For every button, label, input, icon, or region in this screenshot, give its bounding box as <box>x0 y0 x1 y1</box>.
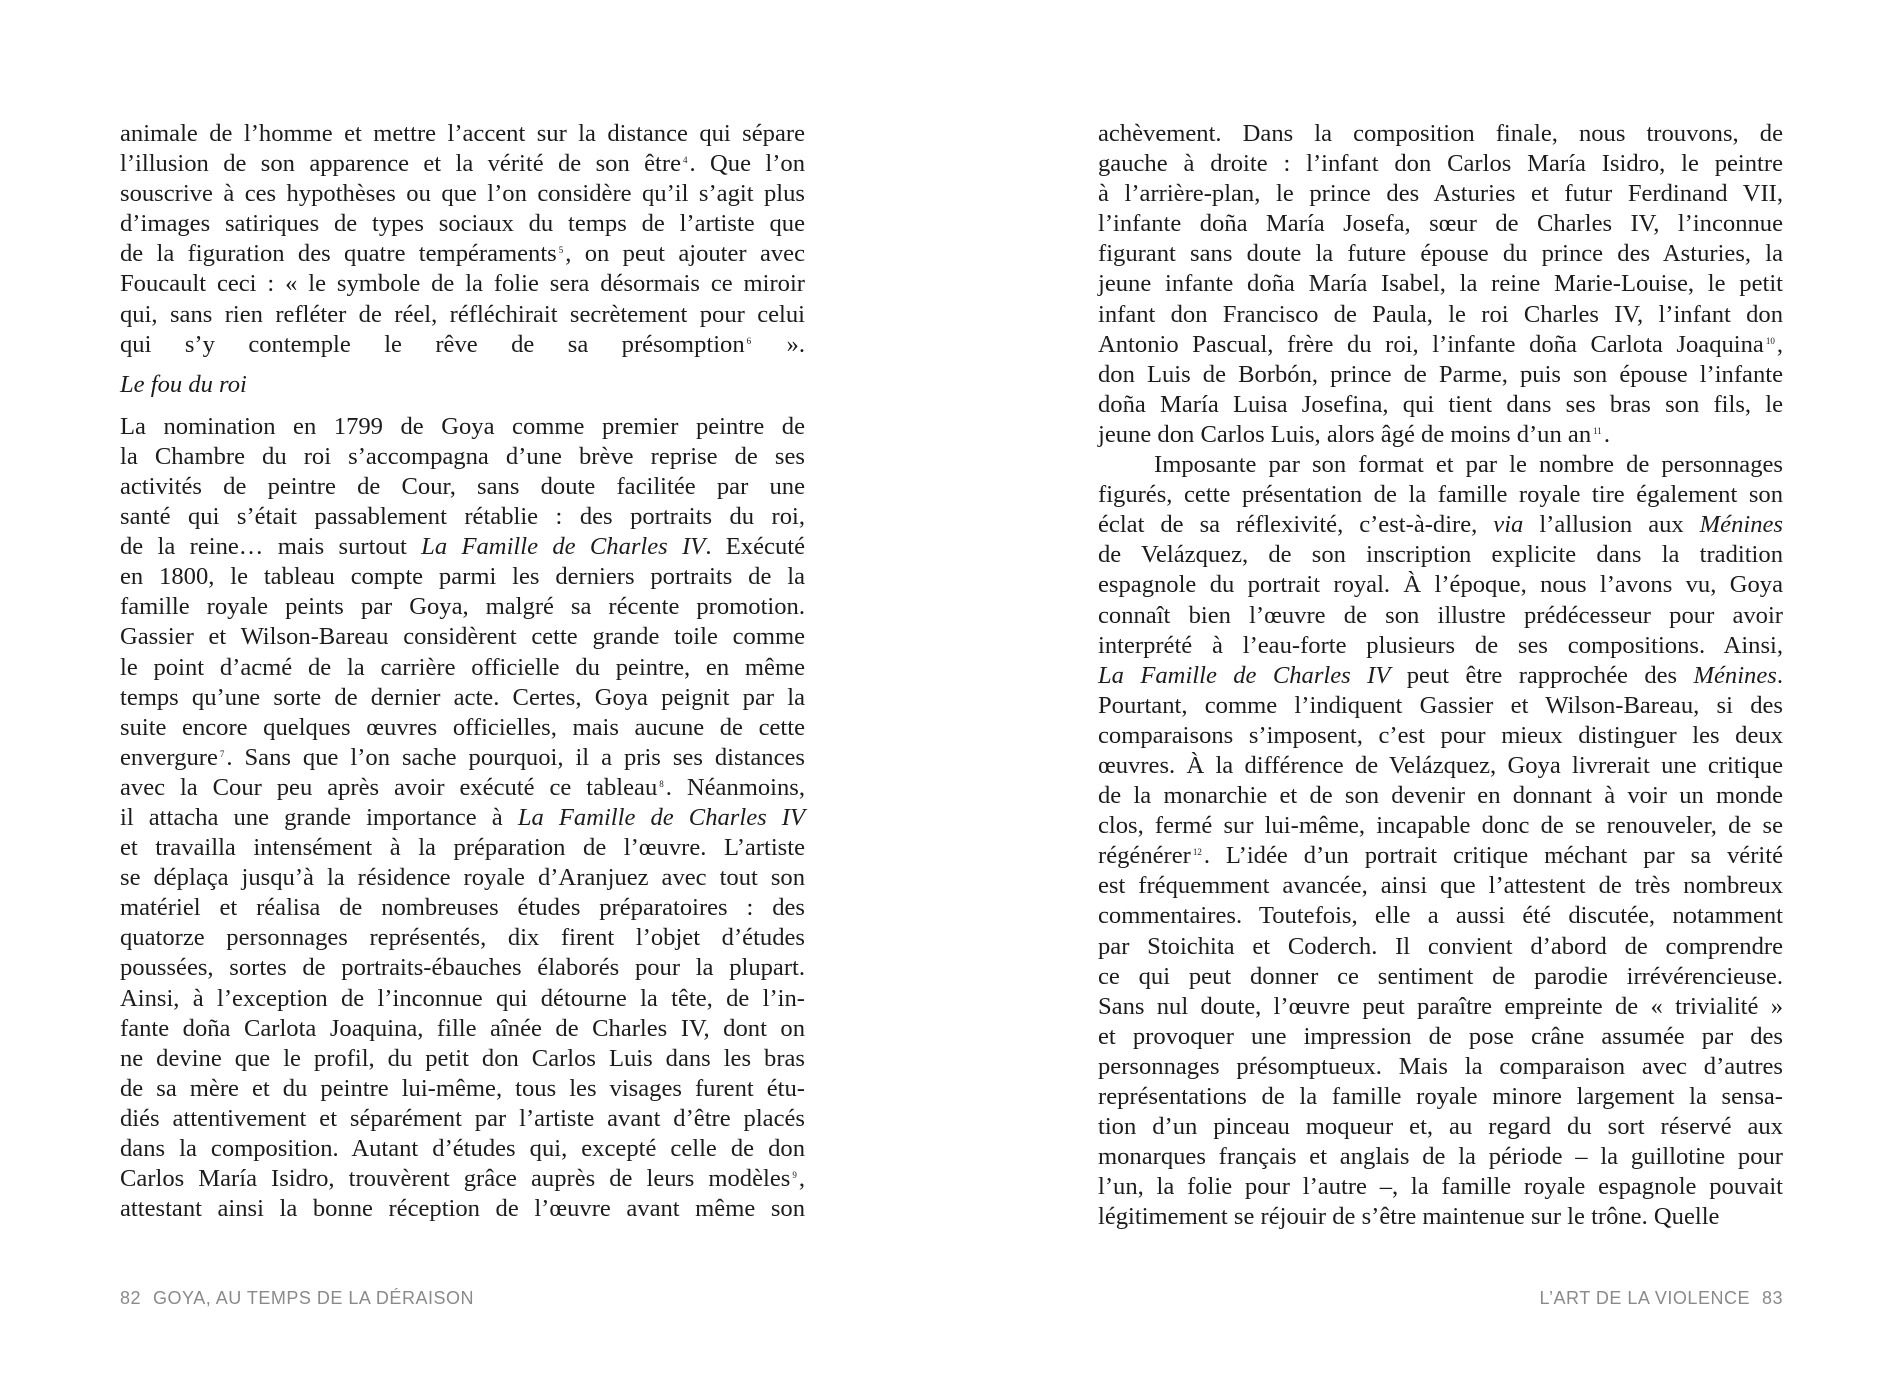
text-line <box>1098 1202 1783 1232</box>
text-run: Antonio Pascual, frère du roi, l’infante doña Carlota Joaquina <box>1098 330 1764 358</box>
left-page <box>120 119 805 1224</box>
footnote-ref: 5 <box>558 245 564 256</box>
text-run: l’allusion aux <box>1523 511 1700 539</box>
text-line <box>1098 1142 1783 1172</box>
text-line <box>120 119 805 149</box>
text-run: d’images satiriques de types sociaux du temps de l’artiste que <box>120 210 805 238</box>
text-run: . Que l’on <box>689 150 805 178</box>
text-run: la Chambre du roi s’accompagna d’une brève reprise de ses <box>120 442 805 470</box>
text-run: . L’idée d’un portrait critique méchant par sa vérité <box>1203 842 1783 870</box>
text-run: . <box>1776 661 1783 689</box>
italic-title: La Famille de Charles IV <box>1098 661 1391 689</box>
footnote-ref: 11 <box>1593 425 1602 436</box>
text-run: Carlos María Isidro, trouvèrent grâce auprès de leurs modèles <box>120 1165 791 1193</box>
text-line <box>1098 751 1783 781</box>
text-run: jeune don Carlos Luis, alors âgé de moins d’un an <box>1098 420 1592 448</box>
text-run: de sa mère et du peintre lui-même, tous les visages furent étu- <box>120 1074 805 1102</box>
text-run: famille royale peints par Goya, malgré sa récente promotion. <box>120 593 805 621</box>
text-line <box>120 149 805 179</box>
footnote-ref: 6 <box>746 335 752 346</box>
text-run: figurant sans doute la future épouse du prince des Asturies, la <box>1098 240 1783 268</box>
text-run: dans la composition. Autant d’études qui, excepté celle de don <box>120 1135 805 1162</box>
text-run: jeune infante doña María Isabel, la reine Marie-Louise, le petit <box>1098 270 1783 298</box>
text-run: clos, fermé sur lui-même, incapable donc de se renouveler, de se <box>1098 812 1783 840</box>
text-line <box>1098 1172 1783 1202</box>
text-run: interprété à l’eau-forte plusieurs de ses compositions. Ainsi, <box>1098 631 1783 659</box>
text-line <box>120 984 805 1014</box>
text-run: espagnole du portrait royal. À l’époque, nous l’avons vu, Goya <box>1098 571 1783 599</box>
text-run: don Luis de Borbón, prince de Parme, puis son épouse l’infante <box>1098 360 1783 388</box>
text-run: légitimement se réjouir de s’être maintenue sur le trône. Quelle <box>1098 1203 1720 1231</box>
text-run: . <box>1603 420 1610 448</box>
text-line <box>120 1074 805 1104</box>
text-line <box>120 532 805 562</box>
text-run: régénérer <box>1098 842 1191 870</box>
text-run: ce qui peut donner ce sentiment de parodie irrévérencieuse. <box>1098 962 1783 990</box>
text-line <box>120 833 805 863</box>
text-line <box>1098 1052 1783 1082</box>
text-line <box>1098 450 1783 480</box>
text-run: infant don Francisco de Paula, le roi Charles IV, l’infant don <box>1098 300 1783 328</box>
text-line <box>120 592 805 622</box>
text-line <box>120 683 805 713</box>
text-run: le point d’acmé de la carrière officielle du peintre, en même <box>120 653 805 681</box>
text-line <box>1098 420 1783 450</box>
text-line <box>120 472 805 502</box>
text-line <box>120 893 805 923</box>
text-run: l’un, la folie pour l’autre –, la famille royale espagnole pouvait <box>1098 1173 1783 1201</box>
text-run: peut être rapprochée des <box>1390 661 1694 689</box>
text-run: . Néanmoins, <box>665 773 806 801</box>
text-run: de la monarchie et de son devenir en donnant à voir un monde <box>1098 782 1783 810</box>
footnote-ref: 4 <box>683 155 688 166</box>
text-run: matériel et réalisa de nombreuses études préparatoires : des <box>120 894 805 922</box>
text-line <box>120 743 805 773</box>
text-line <box>1098 901 1783 931</box>
text-run: qui, sans rien refléter de réel, réfléchirait secrètement pour celui <box>120 300 805 328</box>
text-run: commentaires. Toutefois, elle a aussi été discutée, notamment <box>1098 902 1783 930</box>
text-line <box>120 1044 805 1074</box>
text-run: Gassier et Wilson-Bareau considèrent cette grande toile comme <box>120 623 805 651</box>
paragraph <box>120 412 805 1225</box>
text-line <box>1098 992 1783 1022</box>
text-run: , <box>798 1165 805 1193</box>
footnote-ref: 12 <box>1192 847 1202 858</box>
text-line <box>120 1104 805 1134</box>
text-run: de la reine… mais surtout <box>120 533 422 561</box>
text-run: diés attentivement et séparément par l’artiste avant d’être placés <box>120 1104 805 1132</box>
text-line <box>1098 510 1783 540</box>
text-run: . Sans que l’on sache pourquoi, il a pris ses distances <box>226 743 805 771</box>
text-run: doña María Luisa Josefina, qui tient dans ses bras son fils, le <box>1098 390 1783 418</box>
text-run: connaît bien l’œuvre de son illustre prédécesseur pour avoir <box>1098 601 1783 629</box>
text-run: La nomination en 1799 de Goya comme premier peintre de <box>120 412 805 440</box>
text-line <box>1098 540 1783 570</box>
italic-title: La Famille de Charles IV <box>517 803 805 831</box>
text-line <box>1098 269 1783 299</box>
text-run: à l’arrière-plan, le prince des Asturies et futur Ferdinand VII, <box>1098 180 1783 208</box>
section-heading: Le fou du roi <box>120 370 247 398</box>
text-run: avec la Cour peu après avoir exécuté ce tableau <box>120 773 658 801</box>
text-run: figurés, cette présentation de la famille royale tire également son <box>1098 481 1783 509</box>
footer-right <box>1540 1288 1783 1309</box>
text-line <box>120 269 805 299</box>
text-run: gauche à droite : l’infant don Carlos María Isidro, le peintre <box>1098 150 1783 178</box>
text-run: , <box>1776 330 1783 358</box>
text-line <box>1098 300 1783 330</box>
text-run: envergure <box>120 743 218 771</box>
text-line <box>120 239 805 269</box>
footnote-ref: 7 <box>219 748 225 759</box>
footnote-ref: 10 <box>1765 335 1775 346</box>
text-run: tion d’un pinceau moqueur et, au regard du sort réservé aux <box>1098 1113 1783 1141</box>
footnote-ref: 9 <box>792 1170 797 1181</box>
text-line <box>120 1164 805 1194</box>
text-line <box>1098 1082 1783 1112</box>
text-run: est fréquemment avancée, ainsi que l’attestent de très nombreux <box>1098 872 1783 900</box>
text-run: Sans nul doute, l’œuvre peut paraître empreinte de « trivialité » <box>1098 992 1783 1020</box>
italic-title: via <box>1493 511 1524 539</box>
text-line <box>1098 179 1783 209</box>
text-run: poussées, sortes de portraits-ébauches élaborés pour la plupart. <box>120 954 805 982</box>
text-run: de Velázquez, de son inscription explicite dans la tradition <box>1098 541 1783 569</box>
text-run: activités de peintre de Cour, sans doute facilitée par une <box>120 472 805 500</box>
text-run: et provoquer une impression de pose crâne assumée par des <box>1098 1022 1783 1050</box>
running-head: GOYA, AU TEMPS DE LA DÉRAISON <box>153 1288 474 1308</box>
page-number: 82 <box>120 1288 142 1308</box>
text-line <box>1098 631 1783 661</box>
text-line <box>120 1194 805 1224</box>
text-run: personnages présomptueux. Mais la comparaison avec d’autres <box>1098 1052 1783 1080</box>
text-run: il attacha une grande importance à <box>120 803 518 831</box>
text-run: santé qui s’était passablement rétablie : des portraits du roi, <box>120 503 805 531</box>
text-line <box>120 442 805 472</box>
text-run: Imposante par son format et par le nombre de personnages <box>1154 451 1783 479</box>
italic-title: Ménines <box>1693 661 1777 689</box>
text-line <box>1098 1112 1783 1142</box>
text-run: représentations de la famille royale minore largement la sensa- <box>1098 1083 1783 1110</box>
text-run: , on peut ajouter avec <box>565 240 805 268</box>
text-line <box>1098 962 1783 992</box>
text-line <box>1098 721 1783 751</box>
text-line <box>120 953 805 983</box>
text-line <box>1098 691 1783 721</box>
text-run: œuvres. À la différence de Velázquez, Goya livrerait une critique <box>1098 751 1783 779</box>
text-line <box>120 300 805 330</box>
text-line <box>1098 360 1783 390</box>
text-line <box>120 1134 805 1164</box>
text-line <box>1098 811 1783 841</box>
paragraph <box>120 119 805 360</box>
text-run: quatorze personnages représentés, dix firent l’objet d’études <box>120 924 805 952</box>
text-line <box>1098 119 1783 149</box>
text-line <box>120 330 805 360</box>
paragraph <box>1098 450 1783 1232</box>
text-run: animale de l’homme et mettre l’accent sur la distance qui sépare <box>120 120 805 147</box>
text-run: fante doña Carlota Joaquina, fille aînée de Charles IV, dont on <box>120 1014 805 1042</box>
text-line <box>1098 390 1783 420</box>
text-line <box>1098 661 1783 691</box>
text-line <box>120 923 805 953</box>
text-run: de la figuration des quatre tempéraments <box>120 240 557 268</box>
text-line <box>1098 871 1783 901</box>
text-line <box>1098 209 1783 239</box>
text-line <box>1098 932 1783 962</box>
text-run: suite encore quelques œuvres officielles, mais aucune de cette <box>120 713 805 741</box>
text-run: . Exécuté <box>705 533 805 561</box>
right-page <box>1098 119 1783 1232</box>
text-run: achèvement. Dans la composition finale, nous trouvons, de <box>1098 120 1783 147</box>
text-run: qui s’y contemple le rêve de sa présomption <box>120 330 745 358</box>
text-run: temps qu’une sorte de dernier acte. Certes, Goya peignit par la <box>120 683 805 711</box>
running-head: L’ART DE LA VIOLENCE <box>1539 1288 1750 1308</box>
text-line <box>1098 1022 1783 1052</box>
text-run: l’illusion de son apparence et la vérité de son être <box>120 150 681 178</box>
text-run: Foucault ceci : « le symbole de la folie sera désormais ce miroir <box>120 270 805 298</box>
text-run: comparaisons s’imposent, c’est pour mieux distinguer les deux <box>1098 721 1783 749</box>
text-line <box>120 209 805 239</box>
text-run: Pourtant, comme l’indiquent Gassier et Wilson-Bareau, si des <box>1098 691 1783 719</box>
paragraph <box>1098 119 1783 450</box>
italic-title: Ménines <box>1699 511 1783 539</box>
footnote-ref: 8 <box>659 778 664 789</box>
text-run: attestant ainsi la bonne réception de l’œuvre avant même son <box>120 1195 805 1223</box>
text-line <box>120 863 805 893</box>
text-line <box>120 622 805 652</box>
text-run: se déplaça jusqu’à la résidence royale d’Aranjuez avec tout son <box>120 864 805 892</box>
text-line <box>120 412 805 442</box>
text-line <box>1098 480 1783 510</box>
text-line <box>1098 841 1783 871</box>
text-line <box>1098 330 1783 360</box>
italic-title: La Famille de Charles IV <box>421 533 706 561</box>
text-line <box>120 1014 805 1044</box>
page-number: 83 <box>1761 1288 1783 1308</box>
text-run: éclat de sa réflexivité, c’est-à-dire, <box>1098 511 1494 539</box>
text-run: ». <box>753 330 805 358</box>
text-run: par Stoichita et Coderch. Il convient d’abord de comprendre <box>1098 932 1783 960</box>
text-run: l’infante doña María Josefa, sœur de Charles IV, l’inconnue <box>1098 210 1783 238</box>
text-line <box>120 562 805 592</box>
text-run: ne devine que le profil, du petit don Carlos Luis dans les bras <box>120 1044 805 1072</box>
text-line <box>1098 149 1783 179</box>
text-line <box>120 803 805 833</box>
text-line <box>1098 570 1783 600</box>
text-line <box>1098 601 1783 631</box>
text-run: Ainsi, à l’exception de l’inconnue qui détourne la tête, de l’in- <box>120 984 805 1012</box>
text-run: monarques français et anglais de la période – la guillotine pour <box>1098 1143 1783 1171</box>
text-line <box>120 773 805 803</box>
text-line <box>120 713 805 743</box>
text-line <box>120 653 805 683</box>
text-run: en 1800, le tableau compte parmi les derniers portraits de la <box>120 563 805 591</box>
text-line <box>120 179 805 209</box>
text-line <box>1098 781 1783 811</box>
text-line <box>120 502 805 532</box>
text-run: et travailla intensément à la préparation de l’œuvre. L’artiste <box>120 834 805 862</box>
text-line <box>1098 239 1783 269</box>
footer-left <box>120 1288 474 1309</box>
text-run: souscrive à ces hypothèses ou que l’on considère qu’il s’agit plus <box>120 180 805 208</box>
